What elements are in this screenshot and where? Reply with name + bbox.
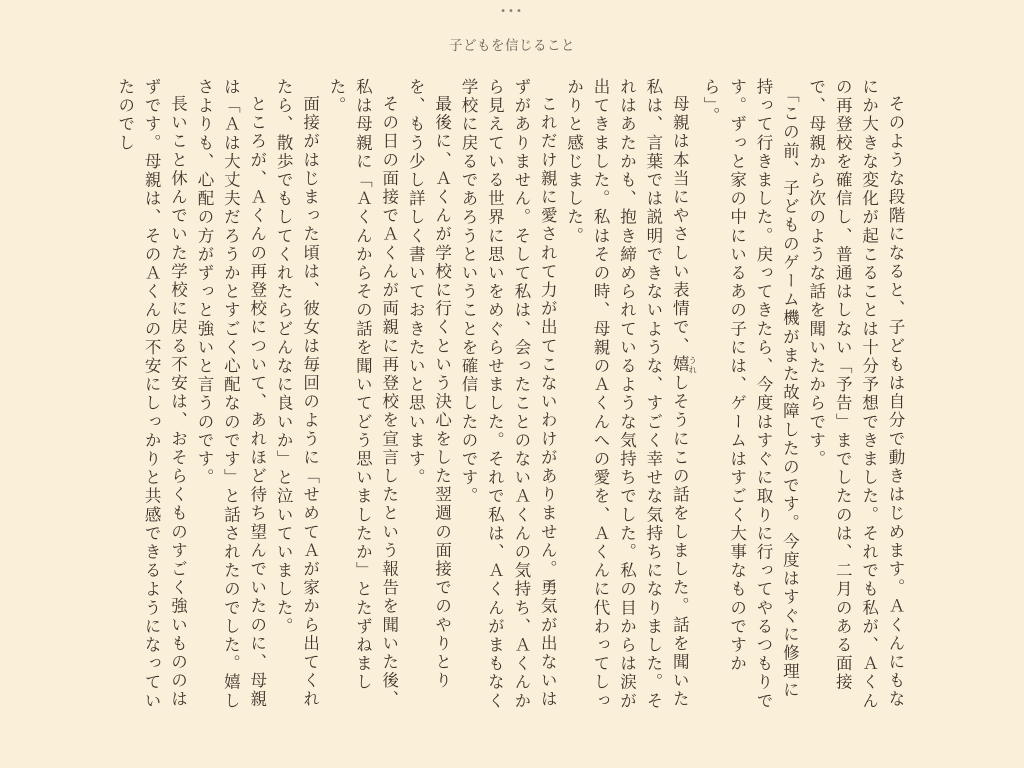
reader-menu-dots[interactable]: ••• <box>500 6 524 17</box>
paragraph: 「この前、子どものゲーム機がまた故障したのです。今度はすぐに修理に持って行きました。戻ってきたら、今度はすぐに取りに行ってやるつもりです。ずっと家の中にいるあの子には、ゲームはすごく大事なものですから」。 <box>701 78 800 711</box>
paragraph <box>560 78 697 718</box>
chapter-title: 子どもを信じること <box>449 38 575 54</box>
paragraph: ところが、Ａくんの再登校について、あれほど待ち望んでいたのに、母親は「Ａは大丈夫だろうかとすごく心配なのです」と話されたのでした。嬉しさよりも、心配の方がずっと強いと言うのです。 <box>194 78 267 711</box>
paragraph: 最後に、Ａくんが学校に行くという決心をした翌週の面接でのやりとりを、もう少し詳しく書いておきたいと思います。 <box>406 78 452 690</box>
paragraph: そのような段階になると、子どもは自分で動きはじめます。Ａくんにもなにか大きな変化が起こることは十分予想できました。それでも私が、Ａくんの再登校を確信し、普通はしない「予告」までしたのは、二月のある面接で、母親から次のような話を聞いたからです。 <box>806 78 905 711</box>
paragraph: 長いこと休んでいた学校に戻る不安は、おそらくものすごく強いもののはずです。母親は、そのＡくんの不安にしっかりと共感できるようになっていたのでし <box>115 78 188 711</box>
paragraph: その日の面接でＡくんが両親に再登校を宣言したという報告を聞いた後、私は母親に「Ａくんからその話を聞いてどう思いましたか」とたずねました。 <box>326 78 399 709</box>
ruby-annotation: 嬉 うれ <box>670 354 698 374</box>
ruby-reading: うれ <box>688 354 698 374</box>
paragraph-text: 母親は本当にやさしい表情で、 <box>670 94 690 355</box>
paragraph: 面接がはじまった頃は、彼女は毎回のように「せめてＡが家から出てくれたら、散歩でもしてくれたらどんなに良いか」と泣いていました。 <box>274 78 320 709</box>
vertical-text-page <box>108 78 908 718</box>
paragraph-text: しそうにこの話をしました。話を聞いた私は、言葉では説明できないような、すごく幸せな気持ちになりました。それはあたかも、抱き締められているような気持ちでした。私の目からは涙が出てきました。私はその時、母親のＡくんへの愛を、Ａくんに代わってしっかりと感じました。 <box>564 78 690 711</box>
paragraph: これだけ親に愛されて力が出てこないわけがありません。勇気が出ないはずがありません。そして私は、会ったことのないＡくんの気持ち、Ａくんから見えている世界に思いをめぐらせました。それで私は、Ａくんがまもなく学校に戻るであろうということを確信したのです。 <box>459 78 558 711</box>
